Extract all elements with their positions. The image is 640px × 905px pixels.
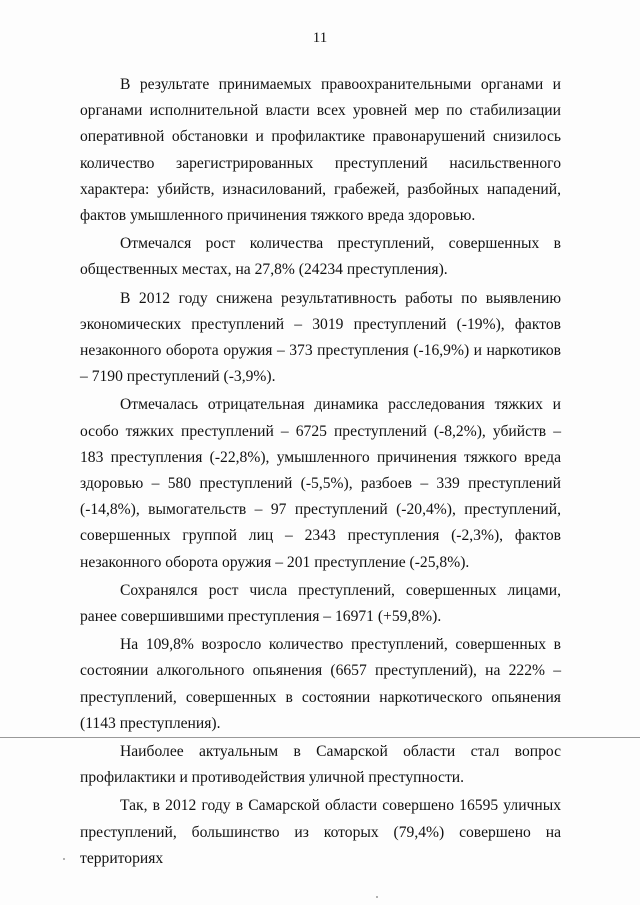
paragraph-repeat-offenders: Сохранялся рост числа преступлений, совершенных лицами, ранее совершившими преступления – 16971 (+59,8%). [80, 581, 561, 626]
paragraph-intoxication: На 109,8% возросло количество преступлений, совершенных в состоянии алкогольного опьянения (6657 преступлений), на 222% – преступлений, совершенных в состоянии наркотического опьянения (1143 преступления). [80, 636, 561, 732]
document-body [80, 72, 561, 872]
paragraph-street-crime-stats: Так, в 2012 году в Самарской области совершено 16595 уличных преступлений, большинство из которых (79,4%) совершено на территориях [80, 797, 561, 867]
paragraph-investigation-dynamics: Отмечалась отрицательная динамика расследования тяжких и особо тяжких преступлений – 6725 преступлений (-8,2%), убийств – 183 преступления (-22,8%), умышленного причинения тяжкого вреда здоровью – 580 преступлений (-5,5%), разбоев – 339 преступлений (-14,8%), вымогательств – 97 преступлений (-20,4%), преступлений, совершенных группой лиц – 2343 преступления (-2,3%), фактов незаконного оборота оружия – 201 преступление (-25,8%). [80, 396, 561, 571]
scan-speck [376, 896, 378, 898]
paragraph-public-places: Отмечался рост количества преступлений, совершенных в общественных местах, на 27,8% (24234 преступления). [80, 235, 561, 279]
page-number: 11 [312, 30, 328, 46]
scan-artifact-line [0, 737, 640, 738]
scan-speck [63, 858, 65, 860]
paragraph-economic-crime: В 2012 году снижена результативность работы по выявлению экономических преступлений – 3019 преступлений (-19%), фактов незаконного оборота оружия – 373 преступления (-16,9%) и наркотиков – 7190 преступлений (-3,9%). [80, 289, 561, 386]
paragraph-street-crime-issue: Наиболее актуальным в Самарской области стал вопрос профилактики и противодействия уличной преступности. [80, 743, 561, 787]
paragraph-violent-crime: В результате принимаемых правоохранительными органами и органами исполнительной власти всех уровней мер по стабилизации оперативной обстановки и профилактике правонарушений снизилось количество зарегистрированных преступлений насильственного характера: убийств, изнасилований, грабежей, разбойных нападений, фактов умышленного причинения тяжкого вреда здоровью. [80, 76, 561, 225]
